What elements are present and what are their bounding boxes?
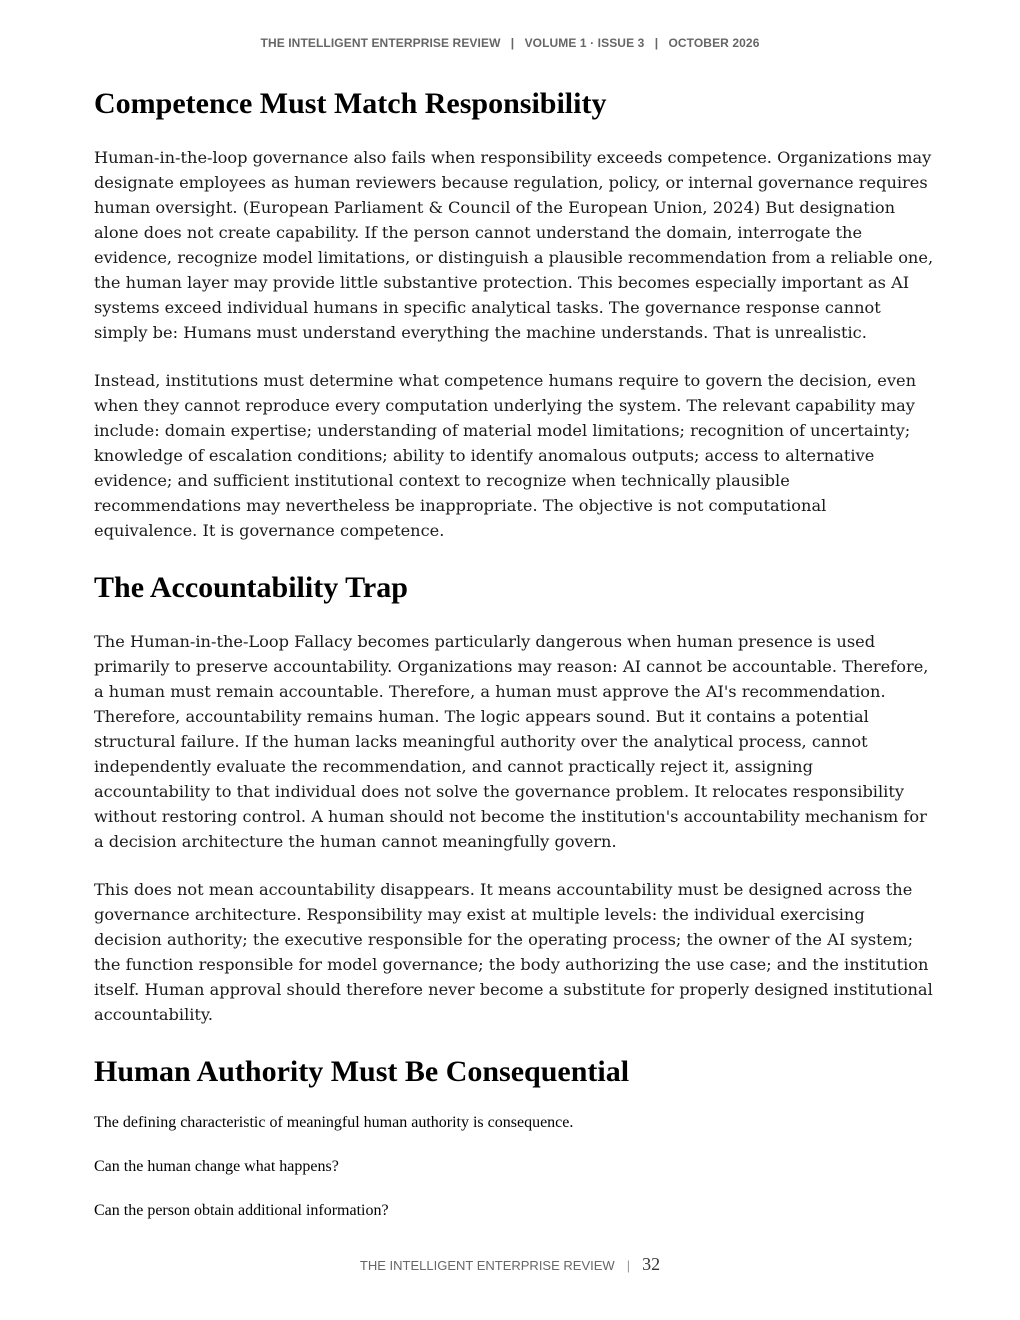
running-footer: [0, 1254, 1020, 1275]
footer-separator: |: [626, 1258, 631, 1273]
section-heading: The Accountability Trap: [94, 571, 408, 604]
article-body: [94, 82, 934, 1221]
paragraph: Human-in-the-loop governance also fails when responsibility exceeds competence. Organizations may designate employees as human reviewers because regulation, policy, or internal governance requires human oversight. (European Parliament & Council of the European Union, 2024) But designation alone does not create capability. If the person cannot understand the domain, interrogate the evidence, recognize model limitations, or distinguish a plausible recommendation from a reliable one, the human layer may provide little substantive protection. This becomes especially important as AI systems exceed individual humans in specific analytical tasks. The governance response cannot simply be: Humans must understand everything the machine understands. That is unrealistic.: [94, 148, 934, 342]
page-number: 32: [642, 1254, 661, 1274]
paragraph: The defining characteristic of meaningful human authority is consequence.: [94, 1114, 574, 1131]
paragraph: Can the human change what happens?: [94, 1158, 339, 1175]
section-heading: Competence Must Match Responsibility: [94, 87, 607, 120]
header-date: OCTOBER 2026: [668, 36, 760, 50]
paragraph: The Human-in-the-Loop Fallacy becomes particularly dangerous when human presence is used primarily to preserve accountability. Organizations may reason: AI cannot be accountable. Therefore, a human must remain accountable. Therefore, a human must approve the AI's recommendation. Therefore, accountability remains human. The logic appears sound. But it contains a potential structural failure. If the human lacks meaningful authority over the analytical process, cannot independently evaluate the recommendation, and cannot practically reject it, assigning accountability to that individual does not solve the governance problem. It relocates responsibility without restoring control. A human should not become the institution's accountability mechanism for a decision architecture the human cannot meaningfully govern.: [94, 632, 929, 851]
paragraph: Can the person obtain additional information?: [94, 1202, 389, 1219]
paragraph: This does not mean accountability disappears. It means accountability must be designed across the governance architecture. Responsibility may exist at multiple levels: the individual exercising decision authority; the executive responsible for the operating process; the owner of the AI system; the function responsible for model governance; the body authorizing the use case; and the institution itself. Human approval should therefore never become a substitute for properly designed institutional accountability.: [94, 880, 933, 1024]
footer-journal-name: THE INTELLIGENT ENTERPRISE REVIEW: [359, 1258, 615, 1273]
header-issue: VOLUME 1 · ISSUE 3: [524, 36, 645, 50]
running-header: THE INTELLIGENT ENTERPRISE REVIEW | VOLUME 1 · ISSUE 3 | OCTOBER 2026: [260, 36, 760, 50]
header-journal-name: THE INTELLIGENT ENTERPRISE REVIEW: [260, 36, 501, 50]
paragraph: Instead, institutions must determine what competence humans require to govern the decision, even when they cannot reproduce every computation underlying the system. The relevant capability may include: domain expertise; understanding of material model limitations; recognition of uncertainty; knowledge of escalation conditions; ability to identify anomalous outputs; access to alternative evidence; and sufficient institutional context to recognize when technically plausible recommendations may nevertheless be inappropriate. The objective is not computational equivalence. It is governance competence.: [94, 371, 917, 540]
section-heading: Human Authority Must Be Consequential: [94, 1055, 630, 1088]
